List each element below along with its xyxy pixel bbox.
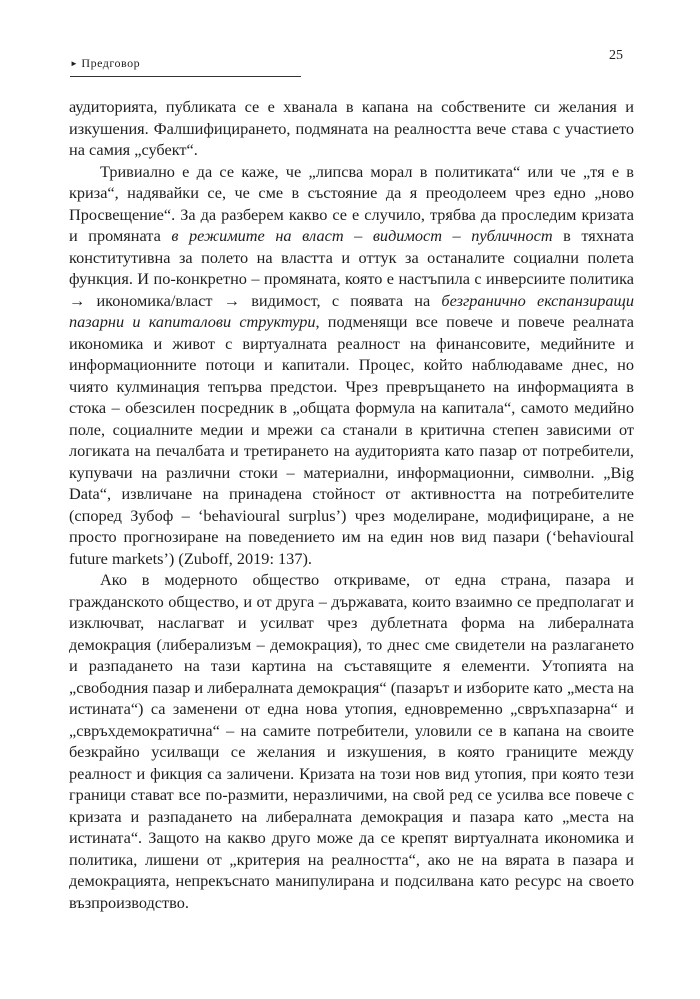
text-run: в тяхната конститутивна за полето на властта и оттук за останалите социални полета функция. И по-конкретно – промяната, която е настъпила с инверсиите политика → икономика/власт → видимост, с появата на [69, 226, 634, 310]
body-text [69, 96, 634, 913]
arrow-right-icon: ► [70, 59, 79, 68]
text-run: аудиторията, публиката се е хванала в капана на собствените си желания и изкушения. Фалшифицирането, подмяната на реалността вече става с участието на самия „субект“. [69, 97, 634, 159]
italic-text-run: безгранично експанзиращи пазарни и капиталови структури [69, 290, 634, 331]
text-run: , подменящи все повече и повече реалната икономика и живот с виртуалната реалност на финансовите, медийните и информационните потоци и капитали. Процес, който наблюдаваме днес, но чиято кулминация тепърва предстои. Чрез превръщането на информацията в стока – обезсилен посредник в „общата формула на капитала“, самото медийно поле, социалните медии и мрежи са станали в критична степен зависими от логиката на печалбата и третирането на аудиторията като пазар от потребители, купувачи на различни стоки – материални, информационни, символни. „Big Data“, извличане на принадена стойност от активността на потребителите (според Зубоф – ‘behavioural surplus’) чрез моделиране, модифициране, а не просто прогнозиране на поведението им на един нов вид пазари (‘behavioural future markets’) (Zuboff, 2019: 137). [69, 312, 634, 568]
italic-text-run: в режимите на власт – видимост – публичност [171, 226, 553, 245]
paragraph [69, 161, 634, 570]
paragraph [69, 569, 634, 913]
section-title: Предговор [81, 56, 141, 70]
running-head [70, 56, 140, 71]
page-number: 25 [609, 48, 623, 63]
header-rule [70, 76, 301, 77]
paragraph [69, 96, 634, 161]
text-run: Тривиално е да се каже, че „липсва морал в политиката“ или че „тя е в криза“, надявайки се, че сме в състояние да я преодолеем чрез едно „ново Просвещение“. За да разберем какво се е случило, трябва да проследим кризата и промяната [69, 161, 634, 245]
text-run: Ако в модерното общество откриваме, от една страна, пазара и гражданското общество, и от друга – държавата, които взаимно се предполагат и изключват, наслагват и усилват чрез дублетната форма на либералната демокрация (либерализъм – демокрация), то днес сме свидетели на разлагането и разпадането на тази картина на съставящите я елементи. Утопията на „свободния пазар и либералната демокрация“ (пазарът и изборите като „места на истината“) са заменени от една нова утопия, едновременно „свръхпазарна“ и „свръхдемократична“ – на самите потребители, уловили се в капана на своите безкрайно усилващи се желания и изкушения, в която границите между реалност и фикция са заличени. Кризата на този нов вид утопия, при която тези граници стават все по-размити, неразличими, на свой ред се усилва все повече с кризата и разпадането на либералната демокрация и пазара като „места на истината“. Защото на какво друго може да се крепят виртуалната икономика и политика, лишени от „критерия на реалността“, ако не на вярата в пазара и демокрацията, непрекъснато манипулирана и подсилвана като ресурс на своето възпроизводство. [69, 570, 634, 912]
